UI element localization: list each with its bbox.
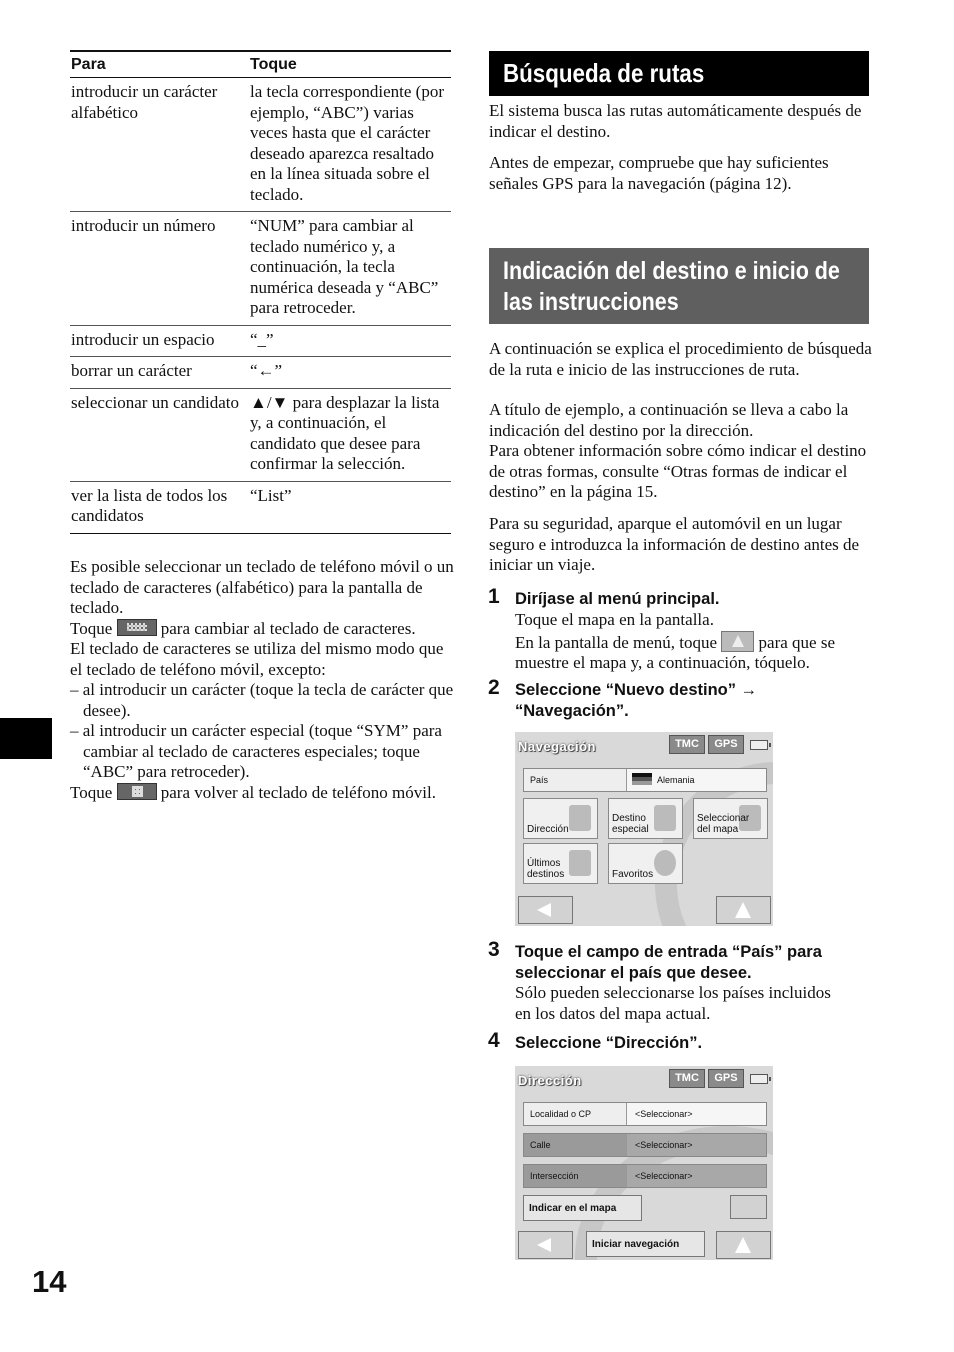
- table-cell: ▲/▼ para desplazar la lista y, a continuación, el candidato que desee para confirmar la selección.: [249, 388, 451, 481]
- text: para que se muestre el mapa y, a continuación, tóquelo.: [515, 632, 836, 672]
- field-label: País: [530, 775, 549, 785]
- step-number: 3: [488, 938, 500, 961]
- back-arrow-icon: [537, 1238, 551, 1252]
- step-title: Seleccione “Nuevo destino” → “Navegación”.: [515, 681, 758, 720]
- table-cell: “←”: [249, 357, 451, 389]
- map-view-button[interactable]: [730, 1195, 767, 1219]
- paragraph: A continuación se explica el procedimiento de búsqueda de la ruta e inicio de las instrucciones de ruta.: [489, 339, 872, 379]
- paragraph: El sistema busca las rutas automáticamente después de indicar el destino.: [489, 101, 862, 141]
- table-row: [70, 357, 451, 389]
- navigation-screen: [515, 732, 773, 926]
- table-cell: la tecla correspondiente (por ejemplo, “ABC”) varias veces hasta que el carácter deseado aparezca resaltado en la línea situada sobre el teclado.: [249, 78, 451, 212]
- paragraph: [70, 619, 454, 640]
- indicate-on-map-button[interactable]: [523, 1195, 642, 1221]
- tile-label: Últimos destinos: [527, 858, 565, 880]
- text: para cambiar al teclado de caracteres.: [160, 618, 416, 638]
- header-toque: Toque: [249, 51, 451, 78]
- table-row: [70, 78, 451, 212]
- section-title: Búsqueda de rutas: [503, 58, 705, 88]
- list-item: – al introducir un carácter (toque la tecla de carácter que desee).: [70, 680, 454, 720]
- step-number: 1: [488, 585, 500, 608]
- heart-icon: [654, 850, 676, 876]
- tile-label: Seleccionar del mapa: [697, 813, 750, 835]
- poi-icon: [654, 805, 676, 831]
- select-from-map-button[interactable]: [693, 798, 768, 839]
- touch-table: [70, 50, 451, 534]
- section-tab-marker: [0, 718, 52, 759]
- table-cell: introducir un número: [70, 212, 249, 326]
- special-destination-button[interactable]: [608, 798, 683, 839]
- flag-icon: [632, 773, 652, 785]
- signpost-icon: [569, 805, 591, 831]
- address-screen: [515, 1066, 773, 1260]
- back-button[interactable]: [518, 896, 573, 924]
- step-number: 4: [488, 1029, 500, 1052]
- screen-title: Dirección: [518, 1073, 582, 1088]
- field-value: <Seleccionar>: [635, 1109, 693, 1119]
- paragraph: A título de ejemplo, a continuación se lleva a cabo la indicación del destino por la dirección.: [489, 400, 849, 440]
- back-arrow-icon: [537, 903, 551, 917]
- start-navigation-button[interactable]: [586, 1231, 705, 1257]
- paragraph: Es posible seleccionar un teclado de teléfono móvil o un teclado de caracteres (alfabético) para la pantalla de teclado.: [70, 557, 454, 617]
- table-row: [70, 212, 451, 326]
- field-value: Alemania: [657, 775, 695, 785]
- gps-indicator: GPS: [708, 1069, 744, 1088]
- back-button[interactable]: [518, 1231, 573, 1259]
- step-title: Diríjase al menú principal.: [515, 590, 720, 608]
- street-field[interactable]: [523, 1133, 767, 1157]
- table-cell: seleccionar un candidato: [70, 388, 249, 481]
- table-row: [70, 481, 451, 533]
- subsection-title: Indicación del destino e inicio de las instrucciones: [503, 257, 840, 316]
- field-value: <Seleccionar>: [635, 1171, 693, 1181]
- step-title: Toque el campo de entrada “País” para seleccionar el país que desee.: [515, 943, 822, 982]
- map-button[interactable]: [716, 896, 771, 924]
- tmc-indicator: TMC: [669, 735, 705, 754]
- address-button[interactable]: [523, 798, 598, 839]
- button-label: Indicar en el mapa: [529, 1203, 617, 1214]
- phone-keyboard-icon: [117, 783, 157, 800]
- table-cell: “_”: [249, 325, 451, 357]
- last-destinations-button[interactable]: [523, 843, 598, 884]
- field-label: Calle: [530, 1140, 551, 1150]
- tmc-indicator: TMC: [669, 1069, 705, 1088]
- table-cell: introducir un espacio: [70, 325, 249, 357]
- gps-indicator: GPS: [708, 735, 744, 754]
- country-field[interactable]: [523, 768, 767, 792]
- favorites-button[interactable]: [608, 843, 683, 884]
- field-label: Intersección: [530, 1171, 579, 1181]
- text: para volver al teclado de teléfono móvil.: [160, 782, 436, 802]
- table-cell: borrar un carácter: [70, 357, 249, 389]
- text: En la pantalla de menú, toque: [515, 632, 718, 652]
- table-cell: “List”: [249, 481, 451, 533]
- table-row: [70, 388, 451, 481]
- subsection-heading: [489, 248, 869, 324]
- list-item: – al introducir un carácter especial (toque “SYM” para cambiar al teclado de caracteres especiales; toque “ABC” para retroceder).: [70, 721, 442, 781]
- tile-label: Favoritos: [612, 869, 654, 880]
- map-button[interactable]: [716, 1231, 771, 1259]
- navigation-arrow-icon: [721, 631, 754, 652]
- field-value: <Seleccionar>: [635, 1140, 693, 1150]
- navigation-arrow-icon: [735, 902, 751, 918]
- page-number: 14: [32, 1264, 67, 1299]
- step-body: [515, 610, 880, 674]
- paragraph: Para su seguridad, aparque el automóvil en un lugar seguro e introduzca la información de destino antes de iniciar un viaje.: [489, 514, 860, 574]
- character-keyboard-icon: [117, 619, 157, 636]
- text: Toque el mapa en la pantalla.: [515, 610, 714, 629]
- field-label: Localidad o CP: [530, 1109, 592, 1119]
- intersection-field[interactable]: [523, 1164, 767, 1188]
- table-cell: “NUM” para cambiar al teclado numérico y, a continuación, la tecla numérica deseada y “ABC” para retroceder.: [249, 212, 451, 326]
- button-label: Iniciar navegación: [592, 1239, 680, 1250]
- step-number: 2: [488, 676, 500, 699]
- battery-icon: [750, 740, 768, 750]
- navigation-arrow-icon: [735, 1237, 751, 1253]
- paragraph: Antes de empezar, compruebe que hay suficientes señales GPS para la navegación (página 12).: [489, 153, 829, 193]
- screen-title: Navegación: [518, 739, 596, 754]
- paragraph: [70, 783, 454, 804]
- battery-icon: [750, 1074, 768, 1084]
- table-cell: introducir un carácter alfabético: [70, 78, 249, 212]
- tile-label: Dirección: [527, 824, 569, 835]
- list-icon: [569, 850, 591, 876]
- section-heading: [489, 51, 869, 96]
- paragraph: El teclado de caracteres se utiliza del mismo modo que el teclado de teléfono móvil, excepto:: [70, 639, 444, 679]
- header-para: Para: [70, 51, 249, 78]
- paragraph: Para obtener información sobre cómo indicar el destino de otras formas, consulte “Otras formas de indicar el destino” en la página 15.: [489, 441, 867, 501]
- step-title: Seleccione “Dirección”.: [515, 1034, 703, 1052]
- table-row: [70, 325, 451, 357]
- text: Toque: [70, 618, 113, 638]
- tile-label: Destino especial: [612, 813, 649, 835]
- keyboard-notes: [70, 557, 454, 803]
- step-body: Sólo pueden seleccionarse los países incluidos en los datos del mapa actual.: [515, 983, 831, 1023]
- city-field[interactable]: [523, 1102, 767, 1126]
- text: Toque: [70, 782, 113, 802]
- table-cell: ver la lista de todos los candidatos: [70, 481, 249, 533]
